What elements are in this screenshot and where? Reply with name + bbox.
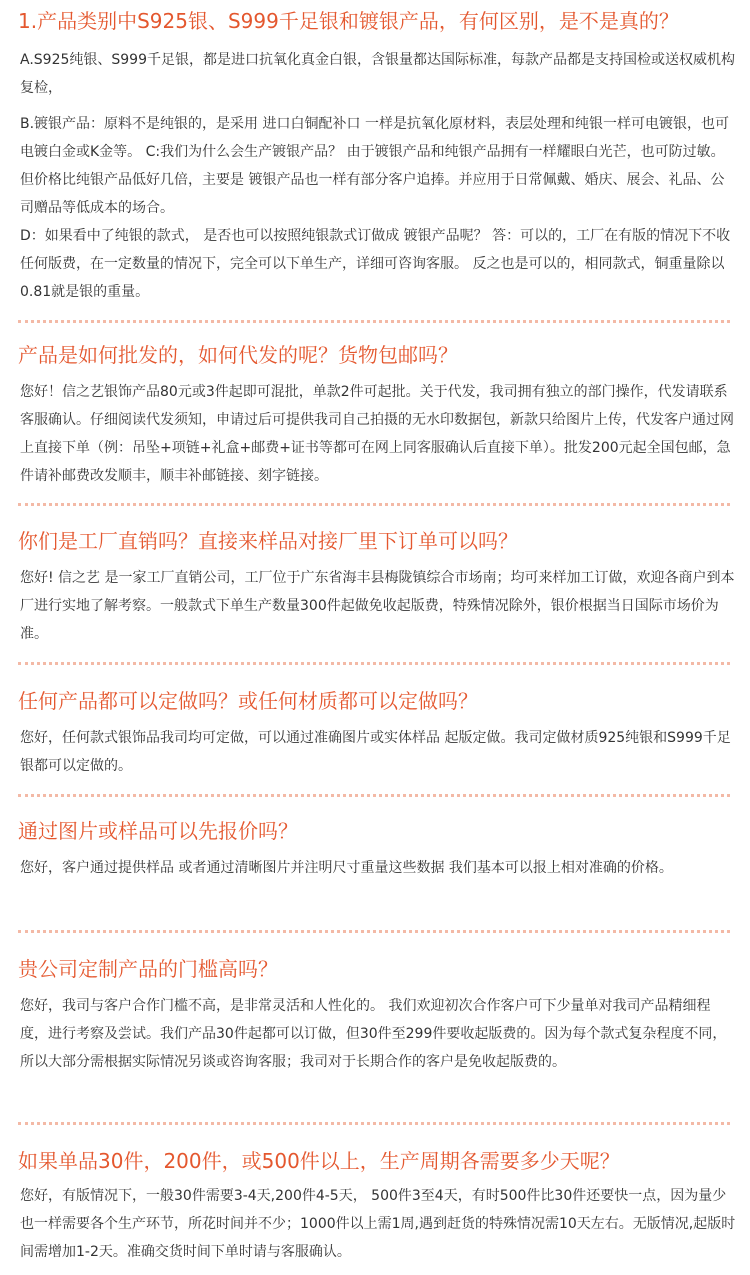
faq-answer: [0, 724, 750, 780]
faq-section-7: [0, 1146, 750, 1266]
faq-question: 通过图片或样品可以先报价吗？: [18, 819, 298, 843]
faq-question: 1.产品类别中S925银、S999千足银和镀银产品，有何区别，是不是真的？: [18, 9, 679, 33]
faq-answer: [0, 378, 750, 490]
dotted-divider: [18, 794, 730, 797]
answer-paragraph: 您好，我司与客户合作门槛不高，是非常灵活和人性化的。 我们欢迎初次合作客户可下少量单对我司产品精细程度，进行考察及尝试。我们产品30件起都可以订做，但30件至299件要收起版费的。因为每个款式复杂程度不同，所以大部分需根据实际情况另谈或咨询客服；我司对于长期合作的客户是免收起版费的。: [20, 998, 727, 1070]
faq-section-4: [0, 686, 750, 780]
faq-answer: [0, 46, 750, 306]
answer-paragraph: 您好，客户通过提供样品 或者通过清晰图片并注明尺寸重量这些数据 我们基本可以报上相对准确的价格。: [20, 860, 673, 876]
faq-answer: [0, 1182, 750, 1266]
answer-paragraph: D：如果看中了纯银的款式， 是否也可以按照纯银款式订做成 镀银产品呢？ 答：可以的，工厂在有版的情况下不收任何版费，在一定数量的情况下，完全可以下单生产，详细可咨询客服。 反之也是可以的，相同款式，铜重量除以0.81就是银的重量。: [20, 228, 731, 300]
dotted-divider: [18, 1122, 730, 1125]
answer-paragraph: 您好，有版情况下，一般30件需要3-4天,200件4-5天， 500件3至4天，有时500件比30件还要快一点，因为量少也一样需要各个生产环节，所花时间并不少；1000件以上需1周,遇到赶货的特殊情况需10天左右。无版情况,起版时间需增加1-2天。准确交货时间下单时请与客服确认。: [20, 1188, 736, 1260]
faq-question: 如果单品30件，200件，或500件以上，生产周期各需要多少天呢？: [18, 1149, 620, 1173]
answer-paragraph: A.S925纯银、S999千足银，都是进口抗氧化真金白银，含银量都达国际标准，每款产品都是支持国检或送权威机构复检，: [20, 52, 735, 96]
faq-question: 你们是工厂直销吗？直接来样品对接厂里下订单可以吗？: [18, 529, 518, 553]
faq-section-6: [0, 954, 750, 1076]
dotted-divider: [18, 320, 730, 323]
answer-paragraph: 您好! 信之艺 是一家工厂直销公司，工厂位于广东省海丰县梅陇镇综合市场南；均可来样加工订做，欢迎各商户到本厂进行实地了解考察。一般款式下单生产数量300件起做免收起版费，特殊情况除外，银价根据当日国际市场价为准。: [20, 570, 735, 642]
dotted-divider: [18, 503, 730, 506]
answer-paragraph: 您好，任何款式银饰品我司均可定做，可以通过准确图片或实体样品 起版定做。我司定做材质925纯银和S999千足银都可以定做的。: [20, 730, 731, 774]
faq-section-5: [0, 816, 750, 882]
faq-section-3: [0, 526, 750, 648]
faq-question: 任何产品都可以定做吗？或任何材质都可以定做吗？: [18, 689, 478, 713]
faq-answer: [0, 564, 750, 648]
faq-section-2: [0, 340, 750, 490]
faq-question: 产品是如何批发的，如何代发的呢？货物包邮吗？: [18, 343, 458, 367]
faq-section-1: [0, 6, 750, 306]
answer-paragraph: B.镀银产品：原料不是纯银的，是采用 进口白铜配补口 一样是抗氧化原材料，表层处理和纯银一样可电镀银，也可电镀白金或K金等。 C:我们为什么会生产镀银产品？ 由于镀银产品和纯银产品拥有一样耀眼白光芒，也可防过敏。但价格比纯银产品低好几倍，主要是 镀银产品也一样有部分客户追捧。并应用于日常佩戴、婚庆、展会、礼品、公司赠品等低成本的场合。: [20, 116, 729, 216]
dotted-divider: [18, 930, 730, 933]
dotted-divider: [18, 662, 730, 665]
faq-answer: [0, 992, 750, 1076]
answer-paragraph: 您好！信之艺银饰产品80元或3件起即可混批，单款2件可起批。关于代发，我司拥有独立的部门操作，代发请联系客服确认。仔细阅读代发须知，申请过后可提供我司自己拍摄的无水印数据包，新款只给图片上传，代发客户通过网上直接下单（例：吊坠+项链+礼盒+邮费+证书等都可在网上同客服确认后直接下单）。批发200元起全国包邮，急件请补邮费改发顺丰，顺丰补邮链接、刻字链接。: [20, 384, 734, 484]
faq-answer: [0, 854, 750, 882]
faq-question: 贵公司定制产品的门槛高吗？: [18, 957, 278, 981]
